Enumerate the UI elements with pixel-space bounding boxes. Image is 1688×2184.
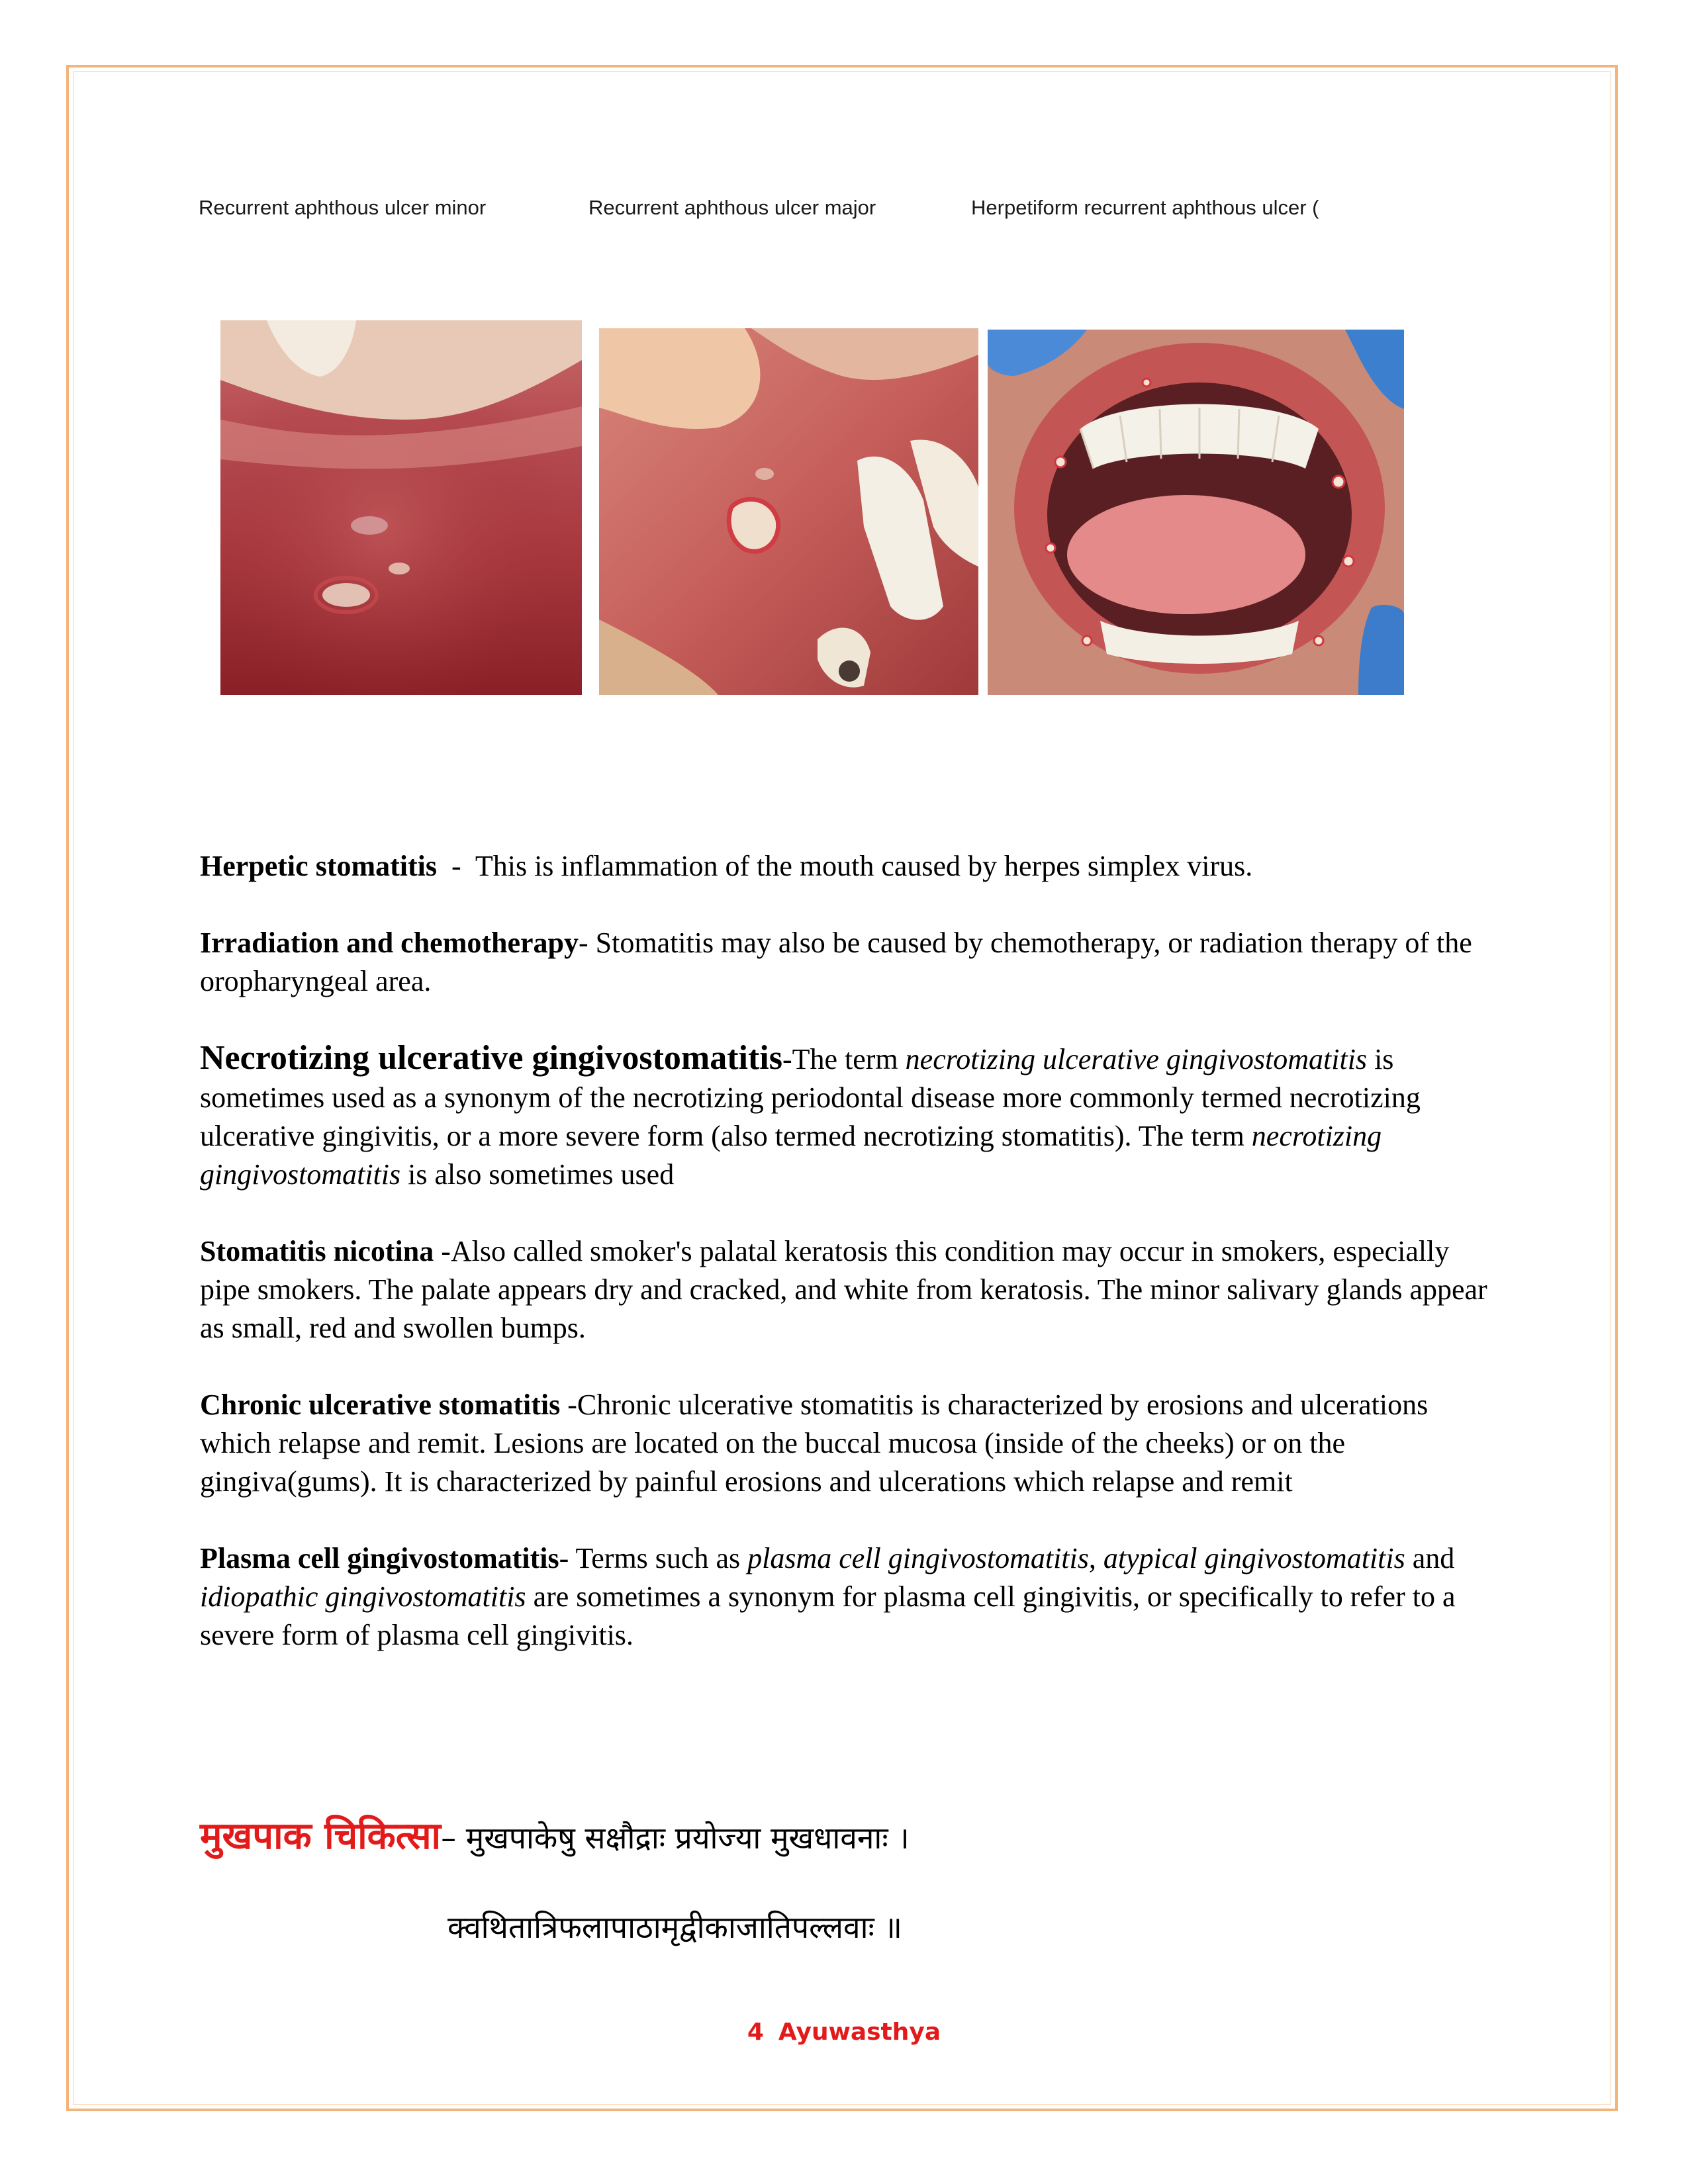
paragraph-text: - Stomatitis may also be caused by chemotherapy, or radiation therapy of the oropharyngeal area. [200,927,1472,997]
term-irradiation-chemotherapy: Irradiation and chemotherapy [200,927,579,959]
paragraph-text: - Terms such as [559,1542,748,1574]
photo-herpetiform-aphthous-ulcer [988,330,1404,695]
shloka-line-1 [200,1813,1497,1861]
caption-minor-ulcer: Recurrent aphthous ulcer minor [199,196,487,219]
paragraph-stomatitis-nicotina [200,1232,1497,1347]
paragraph-text: -Also called smoker's palatal keratosis this condition may occur in smokers, especially pipe smokers. The palate appears dry and cracked, and white from keratosis. The minor salivary glands appear as small, red and swollen bumps. [200,1235,1487,1344]
term-stomatitis-nicotina: Stomatitis nicotina [200,1235,434,1267]
term-plasma-cell-gingivostomatitis: Plasma cell gingivostomatitis [200,1542,559,1574]
paragraph-text: is sometimes used as a synonym of the necrotizing periodontal disease more commonly termed necrotizing ulcerative gingivitis, or a more severe form (also termed necrotizing stomatitis). The term [200,1043,1421,1152]
term-herpetic-stomatitis: Herpetic stomatitis [200,850,437,882]
italic-term: necrotizing gingivostomatitis [200,1120,1382,1191]
paragraph-herpetic-stomatitis [200,847,1497,886]
paragraph-text: is also sometimes used [400,1158,675,1191]
paragraph-text: - This is inflammation of the mouth caused by herpes simplex virus. [437,850,1253,882]
section-heading-mukhapaka-chikitsa: मुखपाक चिकित्सा [200,1815,442,1858]
paragraph-text: and [1405,1542,1455,1574]
term-chronic-ulcerative-stomatitis: Chronic ulcerative stomatitis [200,1388,561,1421]
paragraph-text: -The term [782,1043,906,1075]
photo-major-aphthous-ulcer [599,328,978,695]
paragraph-text: are sometimes a synonym for plasma cell gingivitis, or specifically to refer to a severe form of plasma cell gingivitis. [200,1580,1456,1651]
page-footer [0,2019,1688,2046]
heading-dash: – [441,1820,466,1856]
paragraph-chronic-ulcerative [200,1386,1497,1501]
italic-term: atypical gingivostomatitis [1103,1542,1405,1574]
image-captions [0,196,1688,222]
paragraph-plasma-cell [200,1539,1497,1655]
shloka-line-2: क्वथितात्रिफलापाठामृद्वीकाजातिपल्लवाः ॥ [447,1909,902,1945]
italic-term: plasma cell gingivostomatitis [747,1542,1089,1574]
italic-term: idiopathic gingivostomatitis [200,1580,526,1613]
paragraph-text: , [1088,1542,1103,1574]
paragraph-irradiation [200,924,1497,1001]
footer-brand: Ayuwasthya [778,2019,941,2046]
paragraph-necrotizing [200,1039,1497,1194]
shloka-text-1: मुखपाकेषु सक्षौद्राः प्रयोज्या मुखधावनाः । [465,1820,910,1856]
page-number: 4 [747,2019,764,2046]
caption-herpetiform-ulcer: Herpetiform recurrent aphthous ulcer ( [971,196,1319,219]
article-body [200,847,1497,1693]
paragraph-text: -Chronic ulcerative stomatitis is characterized by erosions and ulcerations which relapse and remit. Lesions are located on the buccal mucosa (inside of the cheeks) or on the gingiva(gums). It is characterized by painful erosions and ulcerations which relapse and remit [200,1388,1429,1498]
term-necrotizing-gingivostomatitis: Necrotizing ulcerative gingivostomatitis [200,1039,782,1077]
italic-term: necrotizing ulcerative gingivostomatitis [905,1043,1368,1075]
caption-major-ulcer: Recurrent aphthous ulcer major [588,196,876,219]
photo-minor-aphthous-ulcer [220,320,582,695]
treatment-shloka [200,1813,1497,1945]
